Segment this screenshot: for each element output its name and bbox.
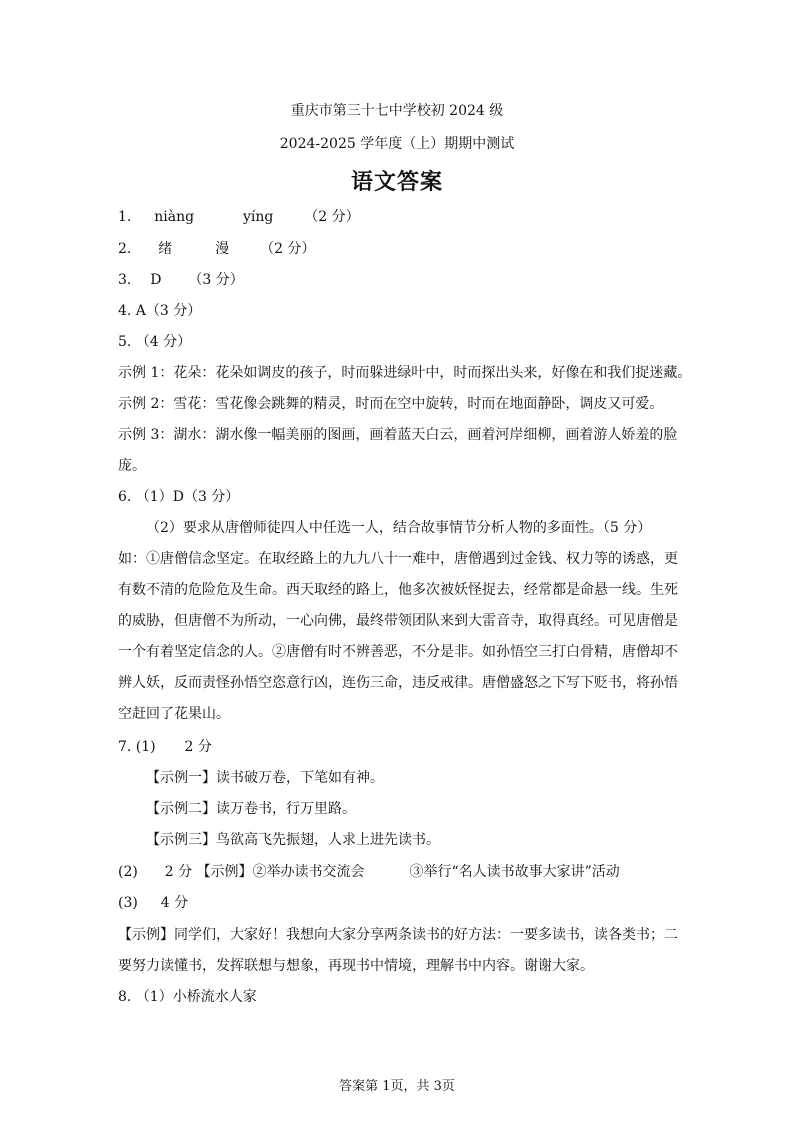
answer-5-example-1: 示例 1：花朵：花朵如调皮的孩子，时而躲进绿叶中，时而探出头来，好像在和我们捉迷藏。 xyxy=(118,365,692,381)
answer-7-example-3: 【示例三】鸟欲高飞先振翅，人求上进先读书。 xyxy=(146,832,440,848)
answer-1 xyxy=(118,207,360,227)
answer-7-part-1-number: 7. (1) xyxy=(118,739,156,755)
page-footer: 答案第 1页，共 3页 xyxy=(339,1079,455,1094)
answer-6-text-line: 的威胁，但唐僧不为所动，一心向佛，最终带领团队来到大雷音寺，取得真经。可见唐僧是 xyxy=(118,613,678,629)
answer-6-part-2-requirement: （2）要求从唐僧师徒四人中任选一人，结合故事情节分析人物的多面性。（5 分） xyxy=(146,520,652,536)
answer-7-example-4: 【示例】同学们，大家好！我想向大家分享两条读书的好方法：一要多读书，读各类书；二 xyxy=(118,927,678,943)
answer-7-part-2-example-a: 2 分 【示例】②举办读书交流会 xyxy=(164,864,365,880)
answer-7-example-2: 【示例二】读万卷书，行万里路。 xyxy=(146,801,356,817)
answer-3 xyxy=(118,270,244,290)
answer-5-heading: 5. （4 分） xyxy=(118,334,192,350)
answer-7-example-4-cont: 要努力读懂书，发挥联想与想象，再现书中情境，理解书中内容。谢谢大家。 xyxy=(118,958,594,974)
answer-2-score: （2 分） xyxy=(260,241,316,257)
answer-6-text-line: 一个有着坚定信念的人。②唐僧有时不辨善恶，不分是非。如孙悟空三打白骨精，唐僧却不 xyxy=(118,644,678,660)
term-header: 2024-2025 学年度（上）期期中测试 xyxy=(279,136,515,152)
answer-7-part-1 xyxy=(118,737,212,757)
answer-5-example-2: 示例 2：雪花：雪花像会跳舞的精灵，时而在空中旋转，时而在地面静卧，调皮又可爱。 xyxy=(118,396,664,412)
answer-7-part-3-score: 4 分 xyxy=(160,895,189,911)
answer-3-number: 3. xyxy=(118,272,132,288)
answer-4: 4. A（3 分） xyxy=(118,303,202,319)
answer-7-example-1: 【示例一】读书破万卷，下笔如有神。 xyxy=(146,770,384,786)
answer-2-char-b: 漫 xyxy=(215,241,230,257)
answer-1-score: （2 分） xyxy=(304,209,360,225)
answer-3-score: （3 分） xyxy=(188,272,244,288)
answer-8-part-1: 8. （1）小桥流水人家 xyxy=(118,989,257,1005)
answer-7-part-1-score: 2 分 xyxy=(184,739,212,755)
answer-6-text-line: 如：①唐僧信念坚定。在取经路上的九九八十一难中，唐僧遇到过金钱、权力等的诱惑，更 xyxy=(118,551,678,567)
answer-7-part-2-number: (2) xyxy=(118,864,138,880)
page-title: 语文答案 xyxy=(350,170,443,195)
answer-1-pinyin-a: niàng xyxy=(154,209,195,225)
answer-7-part-3-number: (3) xyxy=(118,895,138,911)
answer-2 xyxy=(118,239,315,259)
answer-2-number: 2. xyxy=(118,241,132,257)
answer-6-text-line: 空赶回了花果山。 xyxy=(118,706,230,722)
answer-2-char-a: 绪 xyxy=(158,241,173,257)
answer-7-part-3 xyxy=(118,893,188,913)
answer-6-text-line: 辨人妖，反而责怪孙悟空恣意行凶，连伤三命，违反戒律。唐僧盛怒之下写下贬书，将孙悟 xyxy=(118,675,678,691)
answer-5-example-3-cont: 庞。 xyxy=(118,458,146,474)
answer-6-part-1: 6. （1）D（3 分） xyxy=(118,489,240,505)
answer-1-number: 1. xyxy=(118,209,132,225)
answer-6-text-line: 有数不清的危险危及生命。西天取经的路上，他多次被妖怪捉去，经常都是命悬一线。生死 xyxy=(118,582,678,598)
answer-1-pinyin-b: yíng xyxy=(243,209,274,225)
answer-3-choice: D xyxy=(150,272,162,288)
school-header: 重庆市第三十七中学校初 2024 级 xyxy=(290,103,504,119)
answer-5-example-3: 示例 3：湖水：湖水像一幅美丽的图画，画着蓝天白云，画着河岸细柳，画着游人娇羞的脸 xyxy=(118,427,678,443)
answer-7-part-2 xyxy=(118,862,620,882)
answer-7-part-2-example-b: ③举行“名人读书故事大家讲”活动 xyxy=(409,864,620,880)
